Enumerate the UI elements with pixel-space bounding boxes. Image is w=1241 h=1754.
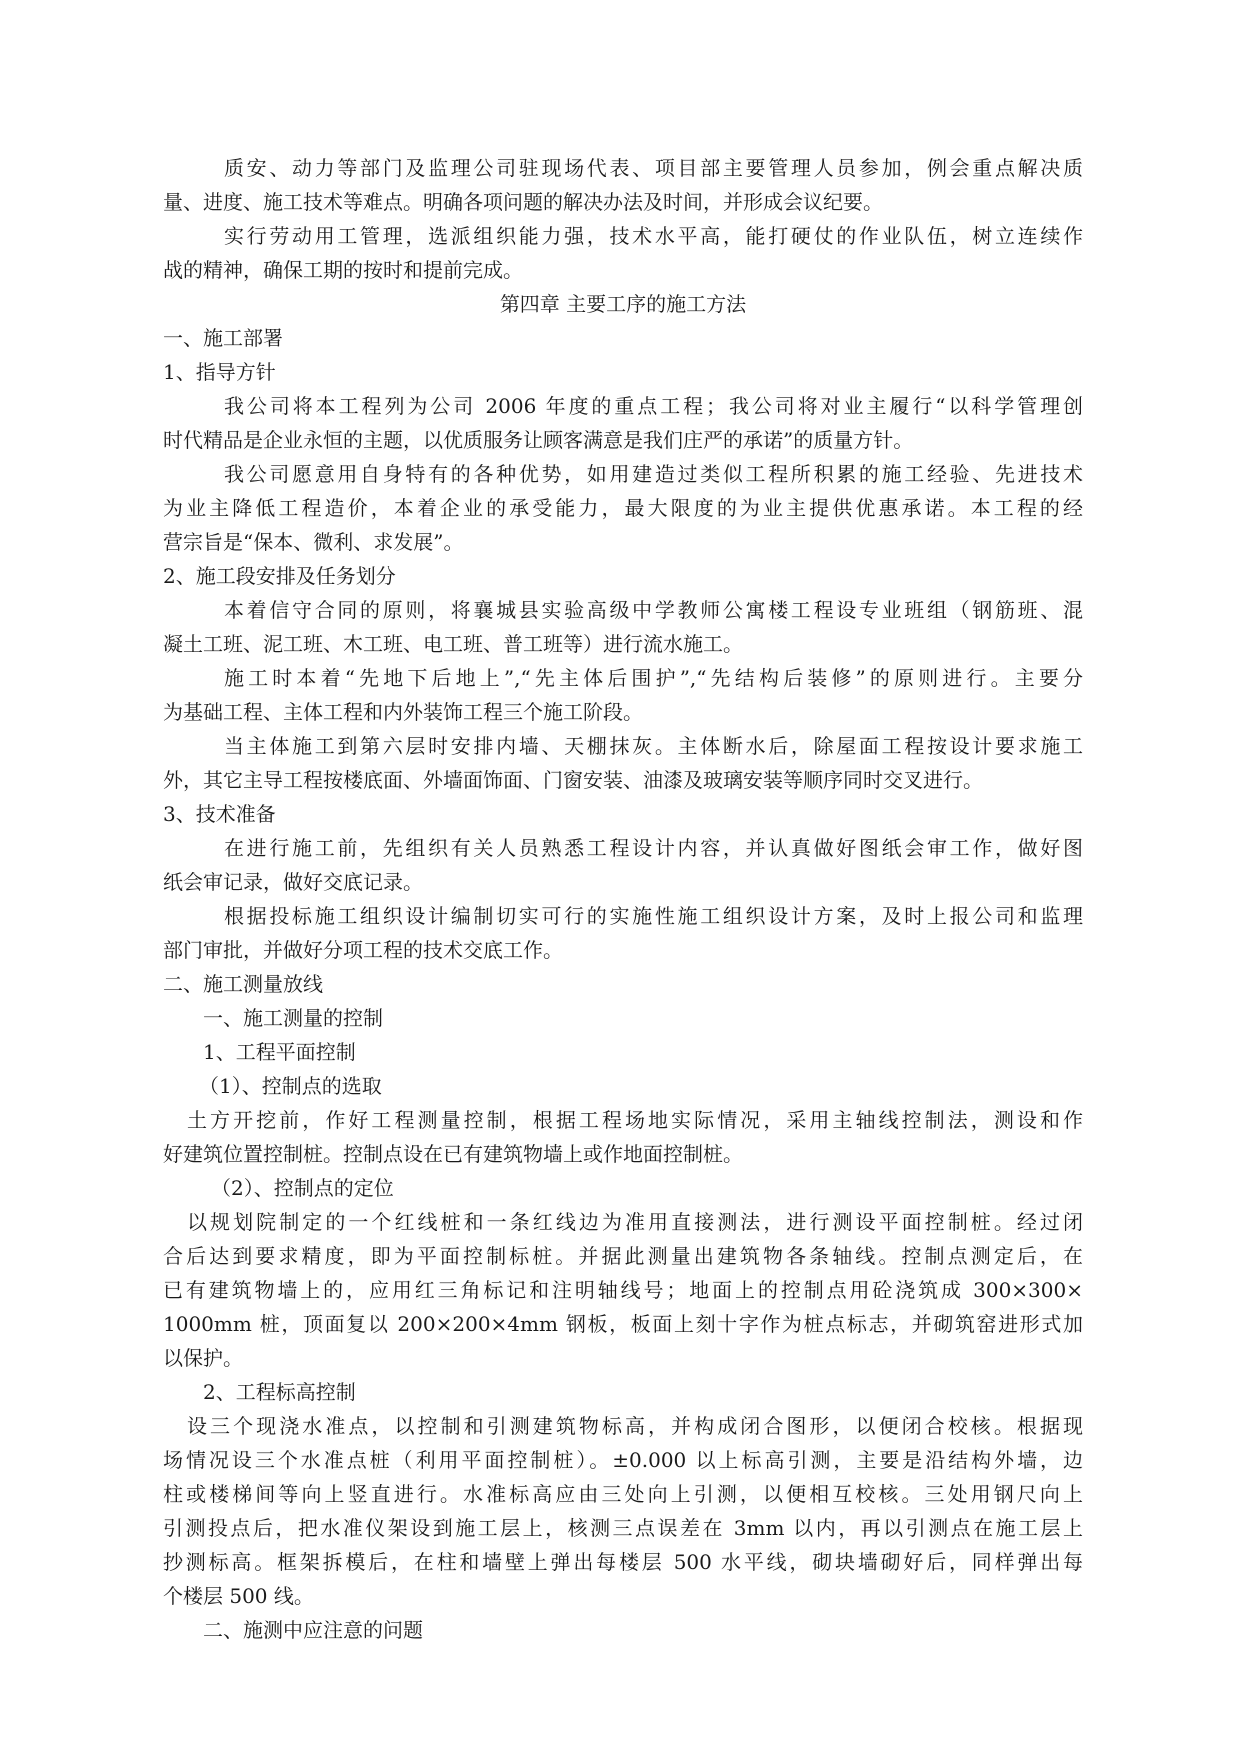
paragraph-line: 以规划院制定的一个红线桩和一条红线边为准用直接测法，进行测设平面控制桩。经过闭 — [187, 1210, 1083, 1234]
paragraph-line: 场情况设三个水准点桩（利用平面控制桩）。±0.000 以上标高引测，主要是沿结构外墙，边 — [163, 1448, 1083, 1472]
paragraph-line: 为业主降低工程造价，本着企业的承受能力，最大限度的为业主提供优惠承诺。本工程的经 — [163, 496, 1083, 520]
chapter-heading: 第四章 主要工序的施工方法 — [499, 292, 747, 316]
paragraph-line: 设三个现浇水准点，以控制和引测建筑物标高，并构成闭合图形，以便闭合校核。根据现 — [187, 1414, 1083, 1438]
paragraph-line: 外，其它主导工程按楼底面、外墙面饰面、门窗安装、油漆及玻璃安装等顺序同时交叉进行。 — [163, 768, 983, 792]
paragraph-line: 已有建筑物墙上的，应用红三角标记和注明轴线号；地面上的控制点用砼浇筑成 300×300× — [163, 1278, 1083, 1302]
paragraph-line: 本着信守合同的原则，将襄城县实验高级中学教师公寓楼工程设专业班组（钢筋班、混 — [224, 598, 1083, 622]
paragraph-line: 施工时本着“先地下后地上”,“先主体后围护”,“先结构后装修”的原则进行。主要分 — [224, 666, 1083, 690]
section-heading: 一、施工部署 — [163, 326, 283, 350]
paragraph-line: 时代精品是企业永恒的主题，以优质服务让顾客满意是我们庄严的承诺”的质量方针。 — [163, 428, 914, 452]
paragraph-line: 柱或楼梯间等向上竖直进行。水准标高应由三处向上引测，以便相互校核。三处用钢尺向上 — [163, 1482, 1083, 1506]
paragraph-line: 营宗旨是“保本、微利、求发展”。 — [163, 530, 464, 554]
paragraph-line: 战的精神，确保工期的按时和提前完成。 — [163, 258, 523, 282]
subsection-heading: 3、技术准备 — [163, 802, 276, 826]
subsection-heading: 2、工程标高控制 — [203, 1380, 356, 1404]
paragraph-line: 个楼层 500 线。 — [163, 1584, 314, 1608]
subsection-heading: （2）、控制点的定位 — [211, 1176, 394, 1200]
paragraph-line: 好建筑位置控制桩。控制点设在已有建筑物墙上或作地面控制桩。 — [163, 1142, 743, 1166]
paragraph-line: 为基础工程、主体工程和内外装饰工程三个施工阶段。 — [163, 700, 643, 724]
subsection-heading: 1、工程平面控制 — [203, 1040, 356, 1064]
paragraph-line: 实行劳动用工管理，选派组织能力强，技术水平高，能打硬仗的作业队伍，树立连续作 — [224, 224, 1083, 248]
paragraph-line: 抄测标高。框架拆模后，在柱和墙壁上弹出每楼层 500 水平线，砌块墙砌好后，同样弹出每 — [163, 1550, 1083, 1574]
subsection-heading: 1、指导方针 — [163, 360, 276, 384]
section-heading: 二、施工测量放线 — [163, 972, 323, 996]
paragraph-line: 引测投点后，把水准仪架设到施工层上，核测三点误差在 3mm 以内，再以引测点在施工层上 — [163, 1516, 1083, 1540]
subsection-heading: （1）、控制点的选取 — [199, 1074, 382, 1098]
paragraph-line: 我公司将本工程列为公司 2006 年度的重点工程；我公司将对业主履行“以科学管理创 — [224, 394, 1083, 418]
paragraph-line: 我公司愿意用自身特有的各种优势，如用建造过类似工程所积累的施工经验、先进技术 — [224, 462, 1083, 486]
paragraph-line: 凝土工班、泥工班、木工班、电工班、普工班等）进行流水施工。 — [163, 632, 743, 656]
paragraph-line: 部门审批，并做好分项工程的技术交底工作。 — [163, 938, 563, 962]
subsection-heading: 一、施工测量的控制 — [203, 1006, 383, 1030]
paragraph-line: 根据投标施工组织设计编制切实可行的实施性施工组织设计方案，及时上报公司和监理 — [224, 904, 1083, 928]
subsection-heading: 二、施测中应注意的问题 — [203, 1618, 423, 1642]
paragraph-line: 在进行施工前，先组织有关人员熟悉工程设计内容，并认真做好图纸会审工作，做好图 — [224, 836, 1083, 860]
subsection-heading: 2、施工段安排及任务划分 — [163, 564, 396, 588]
paragraph-line: 纸会审记录，做好交底记录。 — [163, 870, 423, 894]
paragraph-line: 当主体施工到第六层时安排内墙、天棚抹灰。主体断水后，除屋面工程按设计要求施工 — [224, 734, 1083, 758]
paragraph-line: 土方开挖前，作好工程测量控制，根据工程场地实际情况，采用主轴线控制法，测设和作 — [187, 1108, 1083, 1132]
paragraph-line: 质安、动力等部门及监理公司驻现场代表、项目部主要管理人员参加，例会重点解决质 — [224, 156, 1083, 180]
paragraph-line: 量、进度、施工技术等难点。明确各项问题的解决办法及时间，并形成会议纪要。 — [163, 190, 883, 214]
paragraph-line: 合后达到要求精度，即为平面控制标桩。并据此测量出建筑物各条轴线。控制点测定后，在 — [163, 1244, 1083, 1268]
paragraph-line: 1000mm 桩，顶面复以 200×200×4mm 钢板，板面上刻十字作为桩点标志，并砌筑窑进形式加 — [163, 1312, 1083, 1336]
paragraph-line: 以保护。 — [163, 1346, 243, 1370]
